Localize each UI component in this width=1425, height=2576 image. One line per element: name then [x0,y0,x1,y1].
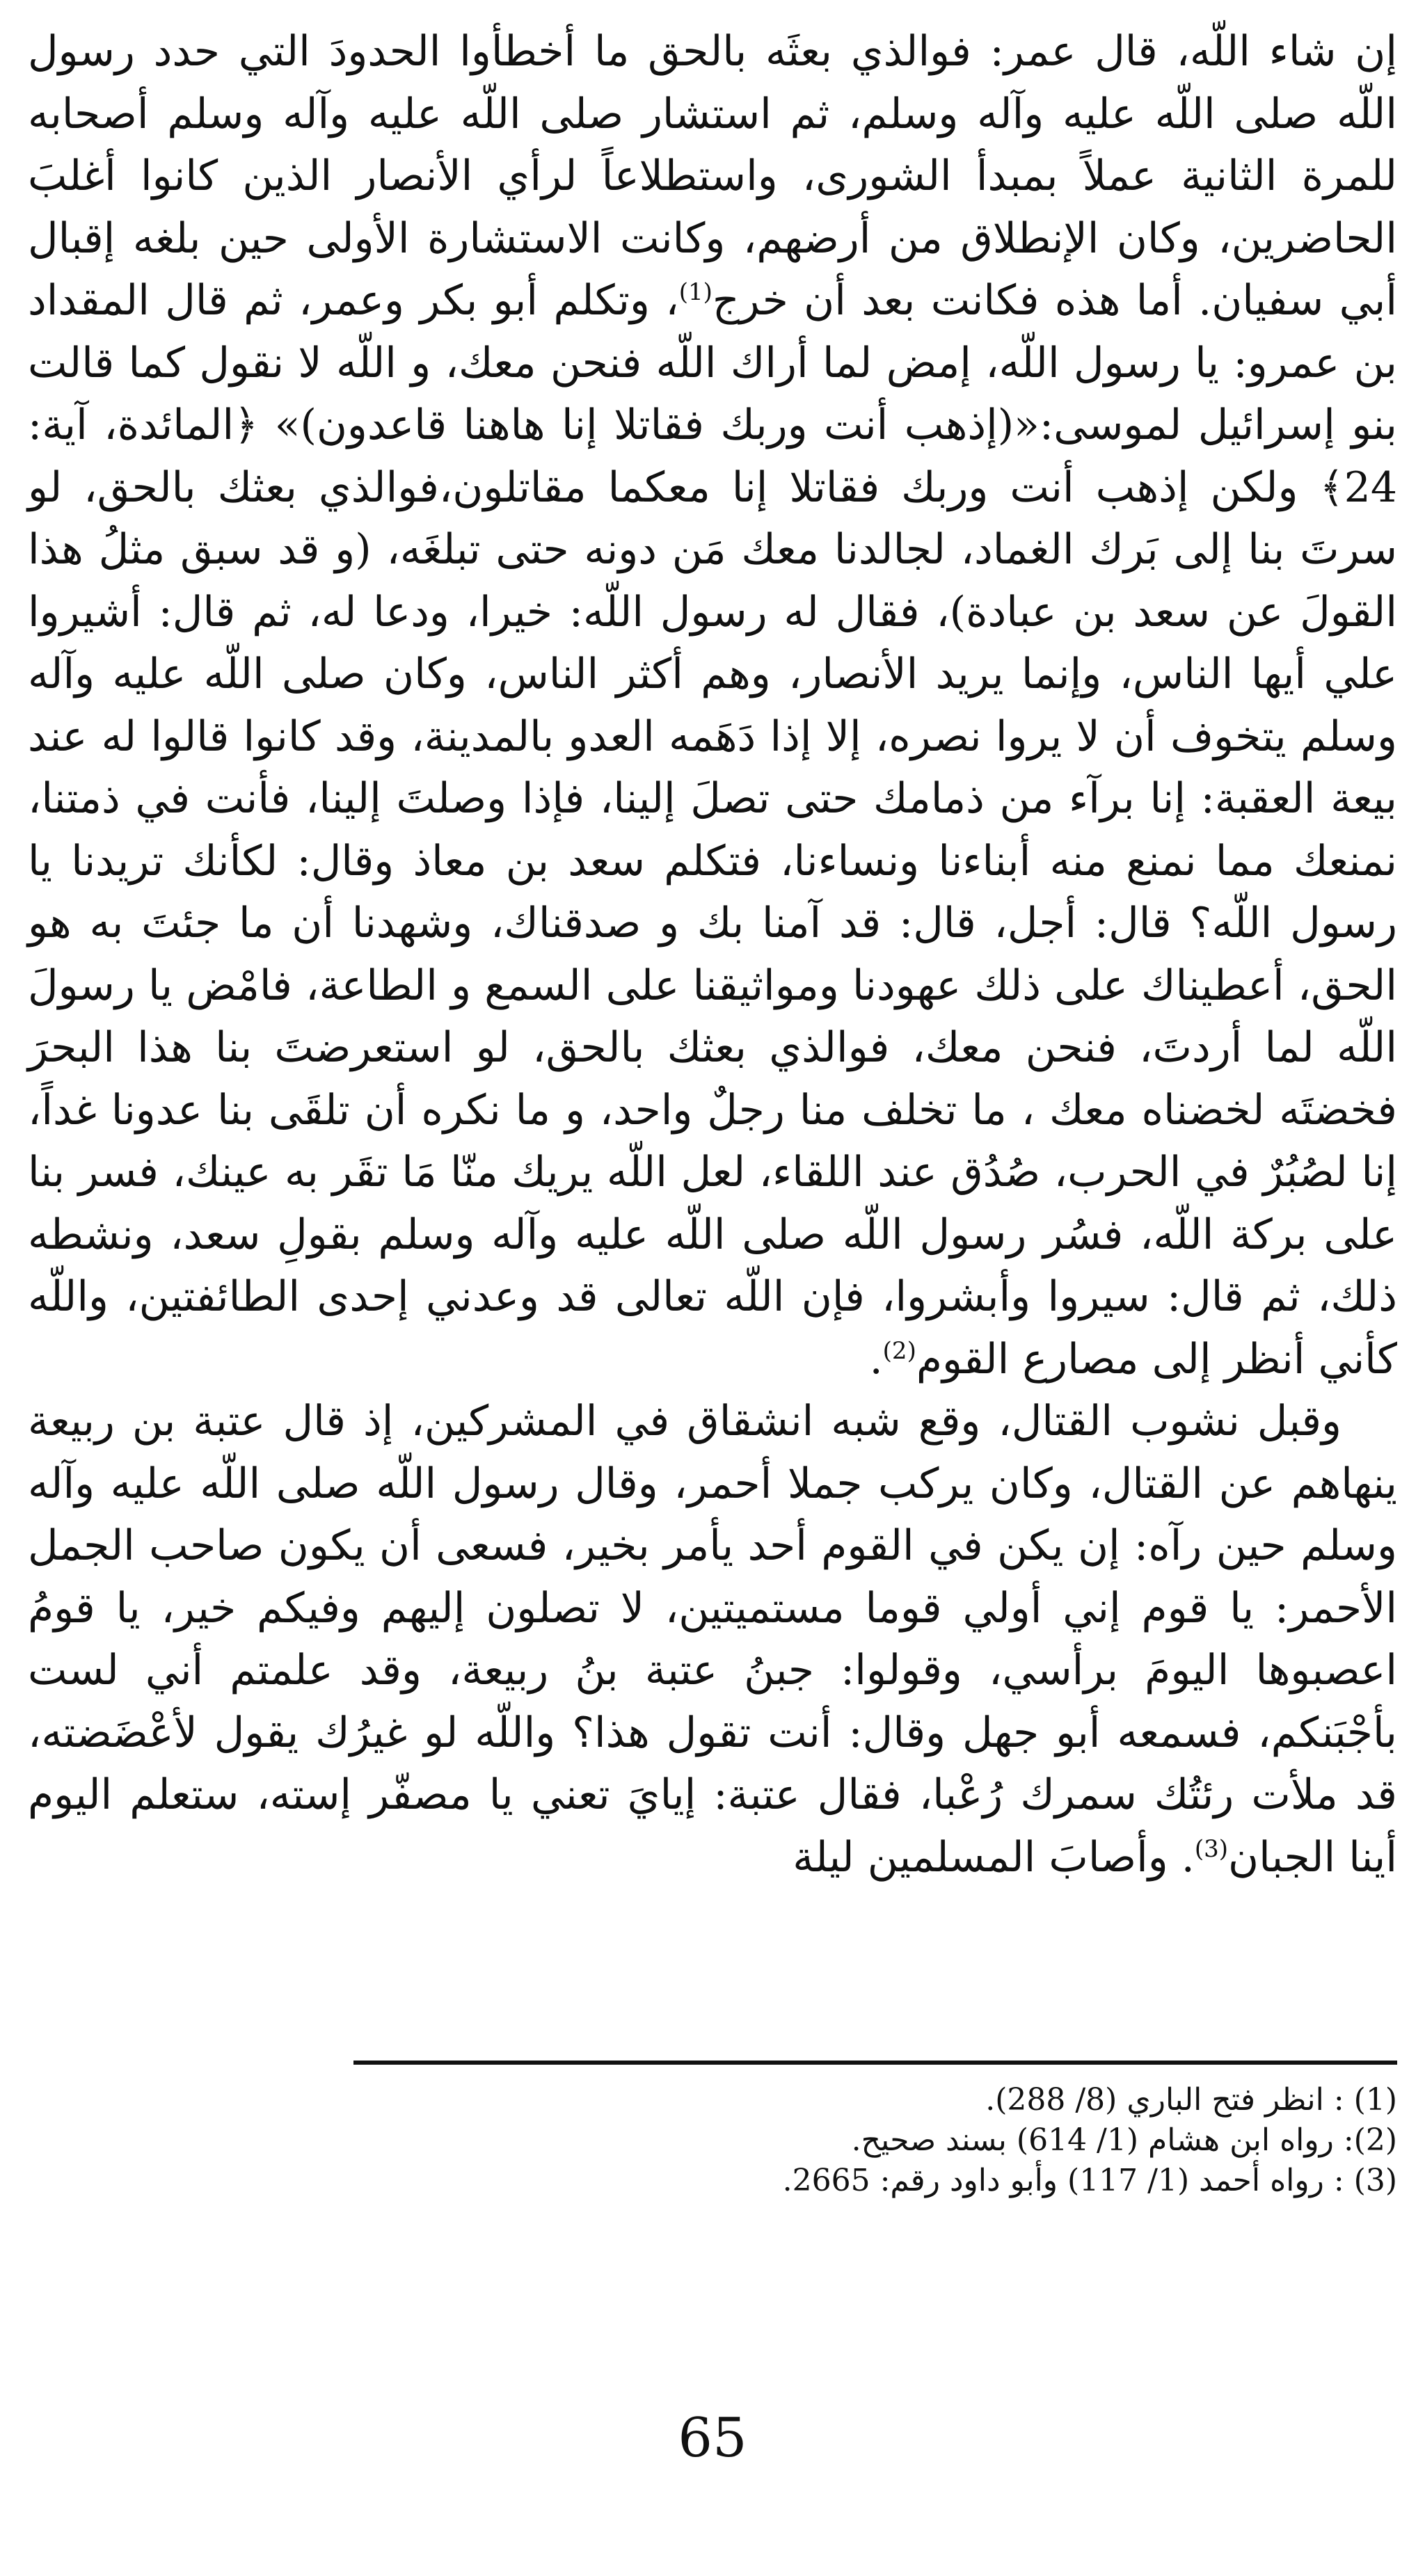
footnote-ref-1: (1) [678,278,712,306]
paragraph-1 [28,21,1397,1391]
footnote-ref-2: (2) [882,1336,916,1365]
paragraph-text: ، وتكلم أبو بكر وعمر، ثم قال المقداد بن عمرو: يا رسول اللّه، إمض لما أراك اللّه فنحن معك، و اللّه لا نقول كما قالت بنو إسرائيل لموسى:«(إذهب أنت وربك فقاتلا إنا هاهنا قاعدون)» ﴿المائدة، آية: 24﴾ ولكن إذهب أنت وربك فقاتلا إنا معكما مقاتلون،فوالذي بعثك بالحق، لو سرتَ بنا إلى بَرك الغماد، لجالدنا معك مَن دونه حتى تبلغَه، (و قد سبق مثلُ هذا القولَ عن سعد بن عبادة)، فقال له رسول اللّه: خيرا، ودعا له، ثم قال: أشيروا علي أيها الناس، وإنما يريد الأنصار، وهم أكثر الناس، وكان صلى اللّه عليه وآله وسلم يتخوف أن لا يروا نصره، إلا إذا دَهَمه العدو بالمدينة، وقد كانوا قالوا له عند بيعة العقبة: إنا برآء من ذمامك حتى تصلَ إلينا، فإذا وصلتَ إلينا، فأنت في ذمتنا، نمنعك مما نمنع منه أبناءنا ونساءنا، فتكلم سعد بن معاذ وقال: لكأنك تريدنا يا رسول اللّه؟ قال: أجل، قال: قد آمنا بك و صدقناك، وشهدنا أن ما جئتَ به هو الحق، أعطيناك على ذلك عهودنا ومواثيقنا على السمع و الطاعة، فامْض يا رسولَ اللّه لما أردتَ، فنحن معك، فوالذي بعثك بالحق، لو استعرضتَ بنا هذا البحرَ فخضتَه لخضناه معك ، ما تخلف منا رجلٌ واحد، و ما نكره أن تلقَى بنا عدونا غداً، إنا لصُبُرٌ في الحرب، صُدُق عند اللقاء، لعل اللّه يريك منّا مَا تقَر به عينك، فسر بنا على بركة اللّه، فسُر رسول اللّه صلى اللّه عليه وآله وسلم بقولِ سعد، ونشطه ذلك، ثم قال: سيروا وأبشروا، فإن اللّه تعالى قد وعدني إحدى الطائفتين، واللّه كأني أنظر إلى مصارع القوم [28,276,1397,1384]
footnotes [28,2080,1397,2201]
page-number: 65 [678,2407,747,2470]
paragraph-text: . وأصابَ المسلمين ليلة [793,1832,1195,1882]
footnote-separator [353,2061,1397,2065]
paragraph-text: إن شاء اللّه، قال عمر: فوالذي بعثَه بالحق ما أخطأوا الحدودَ التي حدد رسول اللّه صلى اللّه عليه وآله وسلم، ثم استشار صلى اللّه عليه وآله وسلم أصحابه للمرة الثانية عملاً بمبدأ الشورى، واستطلاعاً لرأي الأنصار الذين كانوا أغلبَ الحاضرين، وكان الإنطلاق من أرضهم، وكانت الاستشارة الأولى حين بلغه إقبال أبي سفيان. أما هذه فكانت بعد أن خرج [28,27,1397,325]
footnote-ref-3: (3) [1194,1834,1229,1863]
paragraph-text: وقبل نشوب القتال، وقع شبه انشقاق في المشركين، إذ قال عتبة بن ربيعة ينهاهم عن القتال، وكان يركب جملا أحمر، وقال رسول اللّه صلى اللّه عليه وآله وسلم حين رآه: إن يكن في القوم أحد يأمر بخير، فسعى أن يكون صاحب الجمل الأحمر: يا قوم إني أولي قوما مستميتين، لا تصلون إليهم وفيكم خير، يا قومُ اعصبوها اليومَ برأسي، وقولوا: جبنُ عتبة بنُ ربيعة، وقد علمتم أني لست بأجْبَنكم، فسمعه أبو جهل وقال: أنت تقول هذا؟ واللّه لو غيرُك يقول لأعْضَضته، قد ملأت رئتُك سمرك رُعْبا، فقال عتبة: إيايَ تعني يا مصفّر إسته، ستعلم اليوم أينا الجبان [28,1397,1397,1882]
footnote-3: (3) : رواه أحمد (1/ 117) وأبو داود رقم: 2665. [782,2163,1397,2198]
paragraph-text: . [869,1334,883,1384]
footnote-2: (2): رواه ابن هشام (1/ 614) بسند صحيح. [851,2122,1397,2158]
book-page [28,21,1397,2553]
main-text [28,21,1397,1889]
paragraph-2 [28,1391,1397,1889]
footnote-1: (1) : انظر فتح الباري (8/ 288). [985,2082,1397,2118]
